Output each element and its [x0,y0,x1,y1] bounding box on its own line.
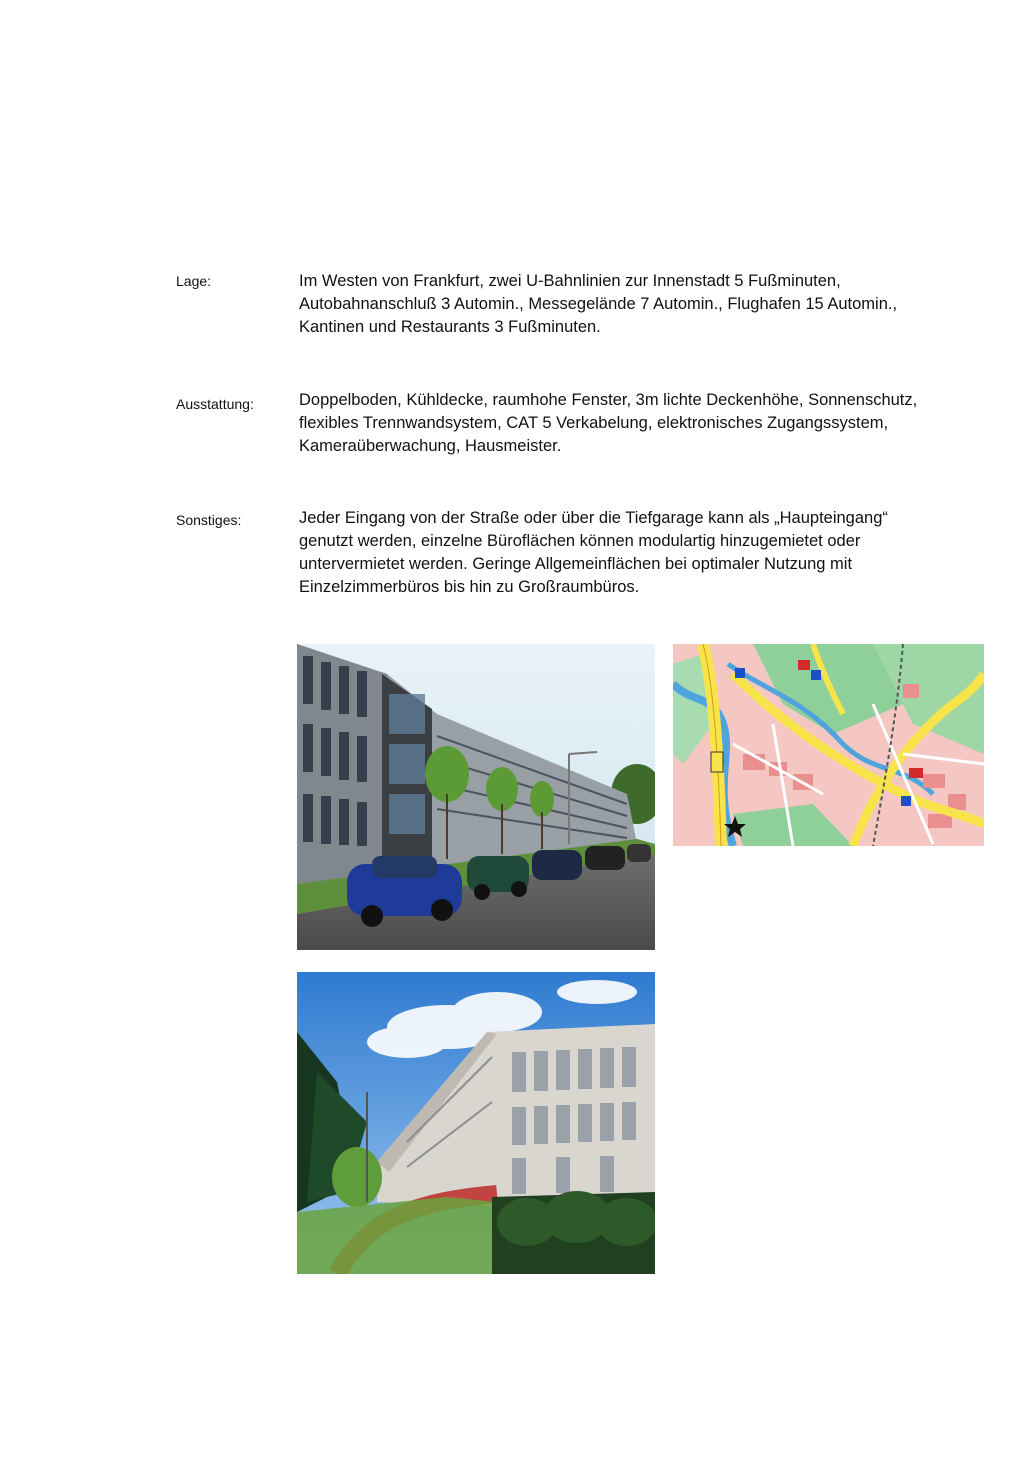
section-label: Lage: [176,273,212,289]
section-text: Jeder Eingang von der Straße oder über die Tiefgarage kann als „Haupteingang“ genutzt werden, einzelne Büroflächen können modulartig hinzugemietet oder untervermietet werden. Geringe Allgemeinflächen bei optimaler Nutzung mit Einzelzimmerbüros bis hin zu Großraumbüros. [299,509,888,596]
section-label: Sonstiges: [176,512,242,528]
building-street-photo [297,644,655,950]
section-text: Im Westen von Frankfurt, zwei U-Bahnlinien zur Innenstadt 5 Fußminuten, Autobahnanschluß 3 Automin., Messegelände 7 Automin., Flughafen 15 Automin., Kantinen und Restaurants 3 Fußminuten. [299,272,898,336]
location-map [673,644,984,846]
building-sky-photo [297,972,655,1274]
section-text: Doppelboden, Kühldecke, raumhohe Fenster, 3m lichte Deckenhöhe, Sonnenschutz, flexibles Trennwandsystem, CAT 5 Verkabelung, elektronisches Zugangssystem, Kameraüberwachung, Hausmeister. [299,391,918,455]
section-label: Ausstattung: [176,396,254,412]
